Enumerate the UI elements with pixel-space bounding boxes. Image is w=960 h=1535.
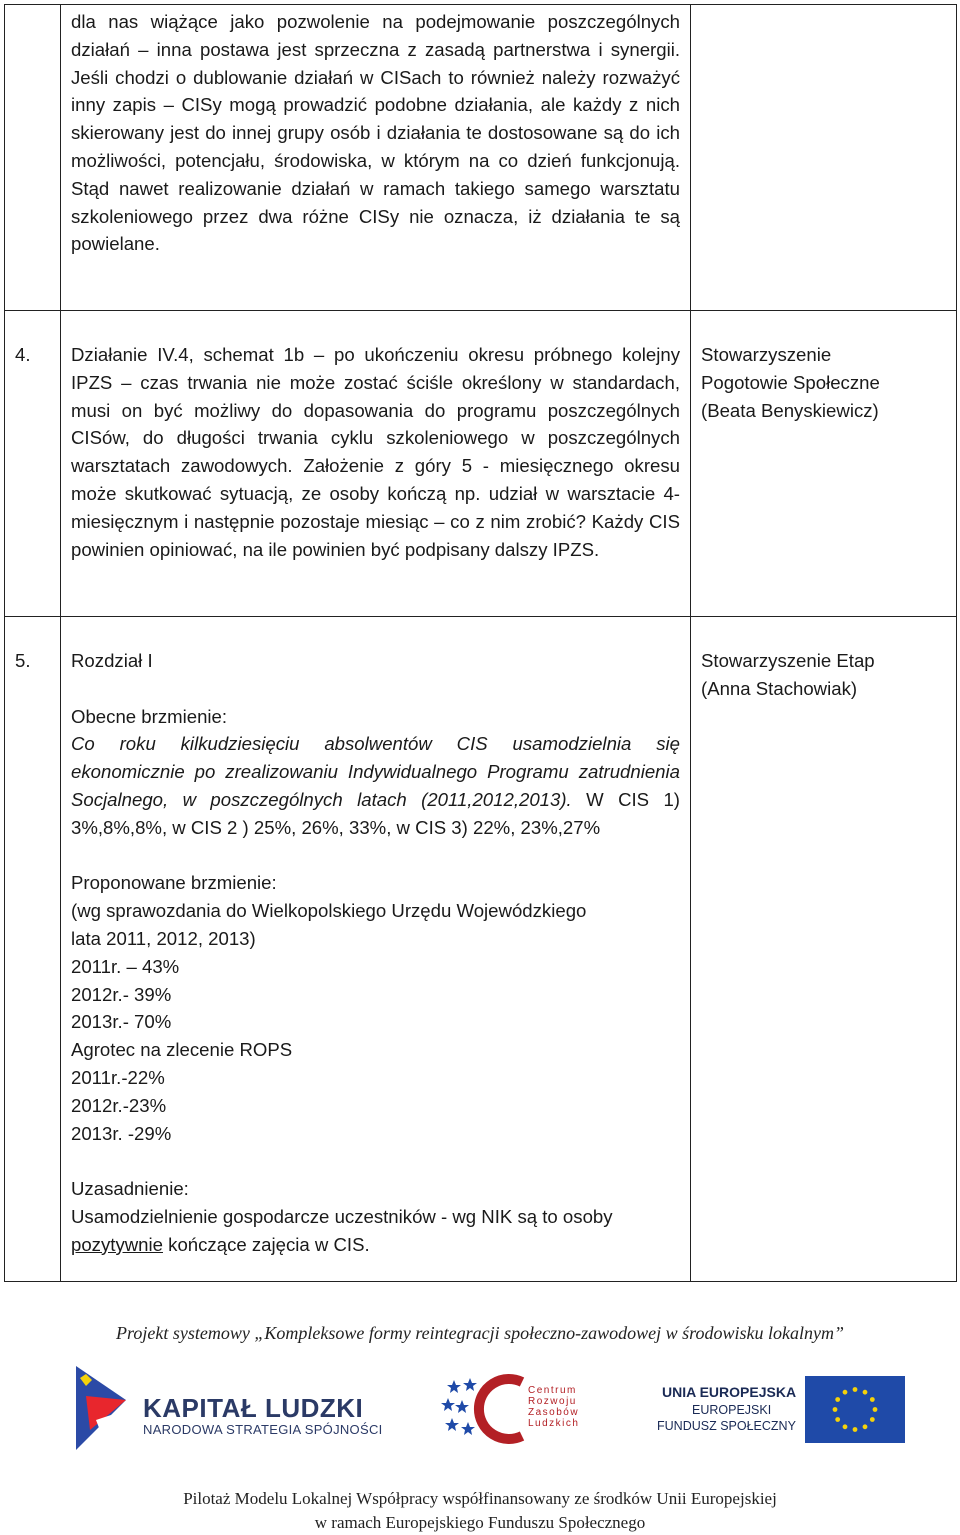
author-text: [691, 617, 956, 703]
current-wording-rest: W CIS 1) 3%,8%,8%, w CIS 2 ) 25%, 26%, 33%, w CIS 3) 22%, 23%,27%: [71, 788, 680, 838]
eu-star-icon: [853, 1387, 858, 1392]
current-wording: [71, 730, 680, 841]
eu-star-icon: [853, 1427, 858, 1432]
proposed-label: Proponowane brzmienie:: [71, 872, 277, 894]
comment-text: dla nas wiążące jako pozwolenie na podejmowanie poszczególnych działań – inna postawa jest sprzeczna z zasadą partnerstwa i synergii. Jeśli chodzi o dublowanie działań w CISach to również należy rozważyć inny zapis – CISy mogą prowadzić podobne działania, ale każdy z nich skierowany jest do innej grupy osób i działania te dostosowane są do ich możliwości, potencjału, środowiska, w którym na co dzień funkcjonują. Stąd nawet realizowanie działań w ramach takiego samego warsztatu szkoleniowego przez dwa różne CISy nie oznacza, iż działania te są powielane.: [71, 11, 680, 255]
eu-star-icon: [843, 1390, 848, 1395]
current-wording-italic: Co roku kilkudziesięciu absolwentów CIS usamodzielnia się ekonomicznie po zrealizowaniu Indywidualnego Programu zatrudnienia Socjalnego, w poszczególnych latach (2011,2012,2013).: [71, 733, 680, 810]
eu-star-icon: [843, 1424, 848, 1429]
current-label: Obecne brzmienie:: [71, 705, 228, 727]
underlined-word: pozytywnie: [71, 1233, 163, 1255]
crzl-name: [528, 1385, 579, 1429]
author-cell: [691, 617, 957, 1282]
kapital-ludzki-name: KAPITAŁ LUDZKI: [143, 1393, 364, 1423]
justification-label: Uzasadnienie:: [71, 1178, 189, 1200]
eu-star-icon: [870, 1397, 875, 1402]
proposed-line: 2013r.- 70%: [71, 1011, 172, 1033]
author-line: (Beata Benyskiewicz): [701, 399, 879, 421]
comment-text: [61, 617, 690, 1259]
kapital-ludzki-logo-icon: [66, 1360, 132, 1456]
proposed-line: 2011r.-22%: [71, 1066, 165, 1088]
crzl-line: Rozwoju: [528, 1396, 577, 1407]
eu-name: UNIA EUROPEJSKA: [662, 1384, 797, 1400]
number-cell: [5, 311, 61, 617]
table-row: [5, 311, 957, 617]
author-cell: [691, 5, 957, 311]
number-cell: [5, 617, 61, 1282]
author-line: Pogotowie Społeczne: [701, 371, 880, 393]
author-line: Stowarzyszenie: [701, 344, 832, 365]
table-row: [5, 5, 957, 311]
author-line: (Anna Stachowiak): [701, 677, 858, 699]
number-cell: [5, 5, 61, 311]
funding-line: Pilotaż Modelu Lokalnej Współpracy współfinansowany ze środków Unii Europejskiej: [183, 1489, 777, 1508]
author-text: [691, 311, 956, 424]
row-number: 4.: [15, 344, 31, 365]
eu-star-icon: [863, 1390, 868, 1395]
comment-cell: [61, 311, 691, 617]
author-line: Stowarzyszenie Etap: [701, 650, 875, 671]
eu-star-icon: [833, 1407, 838, 1412]
table-row: [5, 617, 957, 1282]
crzl-line: Zasobów: [528, 1407, 580, 1418]
eu-star-icon: [863, 1424, 868, 1429]
proposed-line: lata 2011, 2012, 2013): [71, 927, 256, 949]
proposed-line: (wg sprawozdania do Wielkopolskiego Urzędu Wojewódzkiego: [71, 900, 587, 922]
proposed-line: 2012r.-23%: [71, 1094, 167, 1116]
crzl-line: Centrum: [528, 1385, 577, 1396]
funding-note: [0, 1487, 960, 1535]
proposed-line: Agrotec na zlecenie ROPS: [71, 1039, 293, 1061]
crzl-line: Ludzkich: [528, 1418, 580, 1429]
eu-fund-line1: EUROPEJSKI: [692, 1403, 772, 1417]
author-cell: [691, 311, 957, 617]
justification-line: [71, 1231, 680, 1259]
eu-star-icon: [835, 1417, 840, 1422]
eu-star-icon: [873, 1407, 878, 1412]
eu-flag-icon: [805, 1376, 905, 1443]
justification-rest: kończące zajęcia w CIS.: [162, 1233, 370, 1255]
proposed-line: 2013r. -29%: [71, 1122, 172, 1144]
eu-fund-line2: FUNDUSZ SPOŁECZNY: [657, 1419, 796, 1433]
proposed-line: 2011r. – 43%: [71, 955, 180, 977]
comment-text: Działanie IV.4, schemat 1b – po ukończeniu okresu próbnego kolejny IPZS – czas trwania nie może zostać ściśle określony w standardach, musi on być możliwy do dopasowania do programu poszczególnych CISów, do długości trwania cyklu szkoleniowego w poszczególnych warsztatach zawodowych. Założenie z góry 5 - miesięcznego okresu może skutkować sytuacją, ze osoby kończą np. udział w warsztacie 4- miesięcznym i następnie pozostaje miesiąc – co z nim zrobić? Każdy CIS powinien opiniować, na ile powinien być podpisany dalszy IPZS.: [71, 344, 680, 560]
consultation-table: [4, 4, 957, 1282]
row-number: 5.: [15, 650, 31, 671]
eu-star-icon: [835, 1397, 840, 1402]
justification-line: Usamodzielnienie gospodarcze uczestników - wg NIK są to osoby: [71, 1205, 613, 1227]
comment-cell: [61, 5, 691, 311]
project-title: Projekt systemowy „Kompleksowe formy reintegracji społeczno-zawodowej w środowisku lokalnym”: [116, 1323, 844, 1343]
kapital-ludzki-subtitle: NARODOWA STRATEGIA SPÓJNOŚCI: [143, 1422, 383, 1437]
comment-cell: [61, 617, 691, 1282]
proposed-line: 2012r.- 39%: [71, 983, 172, 1005]
eu-star-icon: [870, 1417, 875, 1422]
funding-line: w ramach Europejskiego Funduszu Społecznego: [314, 1513, 646, 1532]
section-heading: Rozdział I: [71, 650, 153, 671]
